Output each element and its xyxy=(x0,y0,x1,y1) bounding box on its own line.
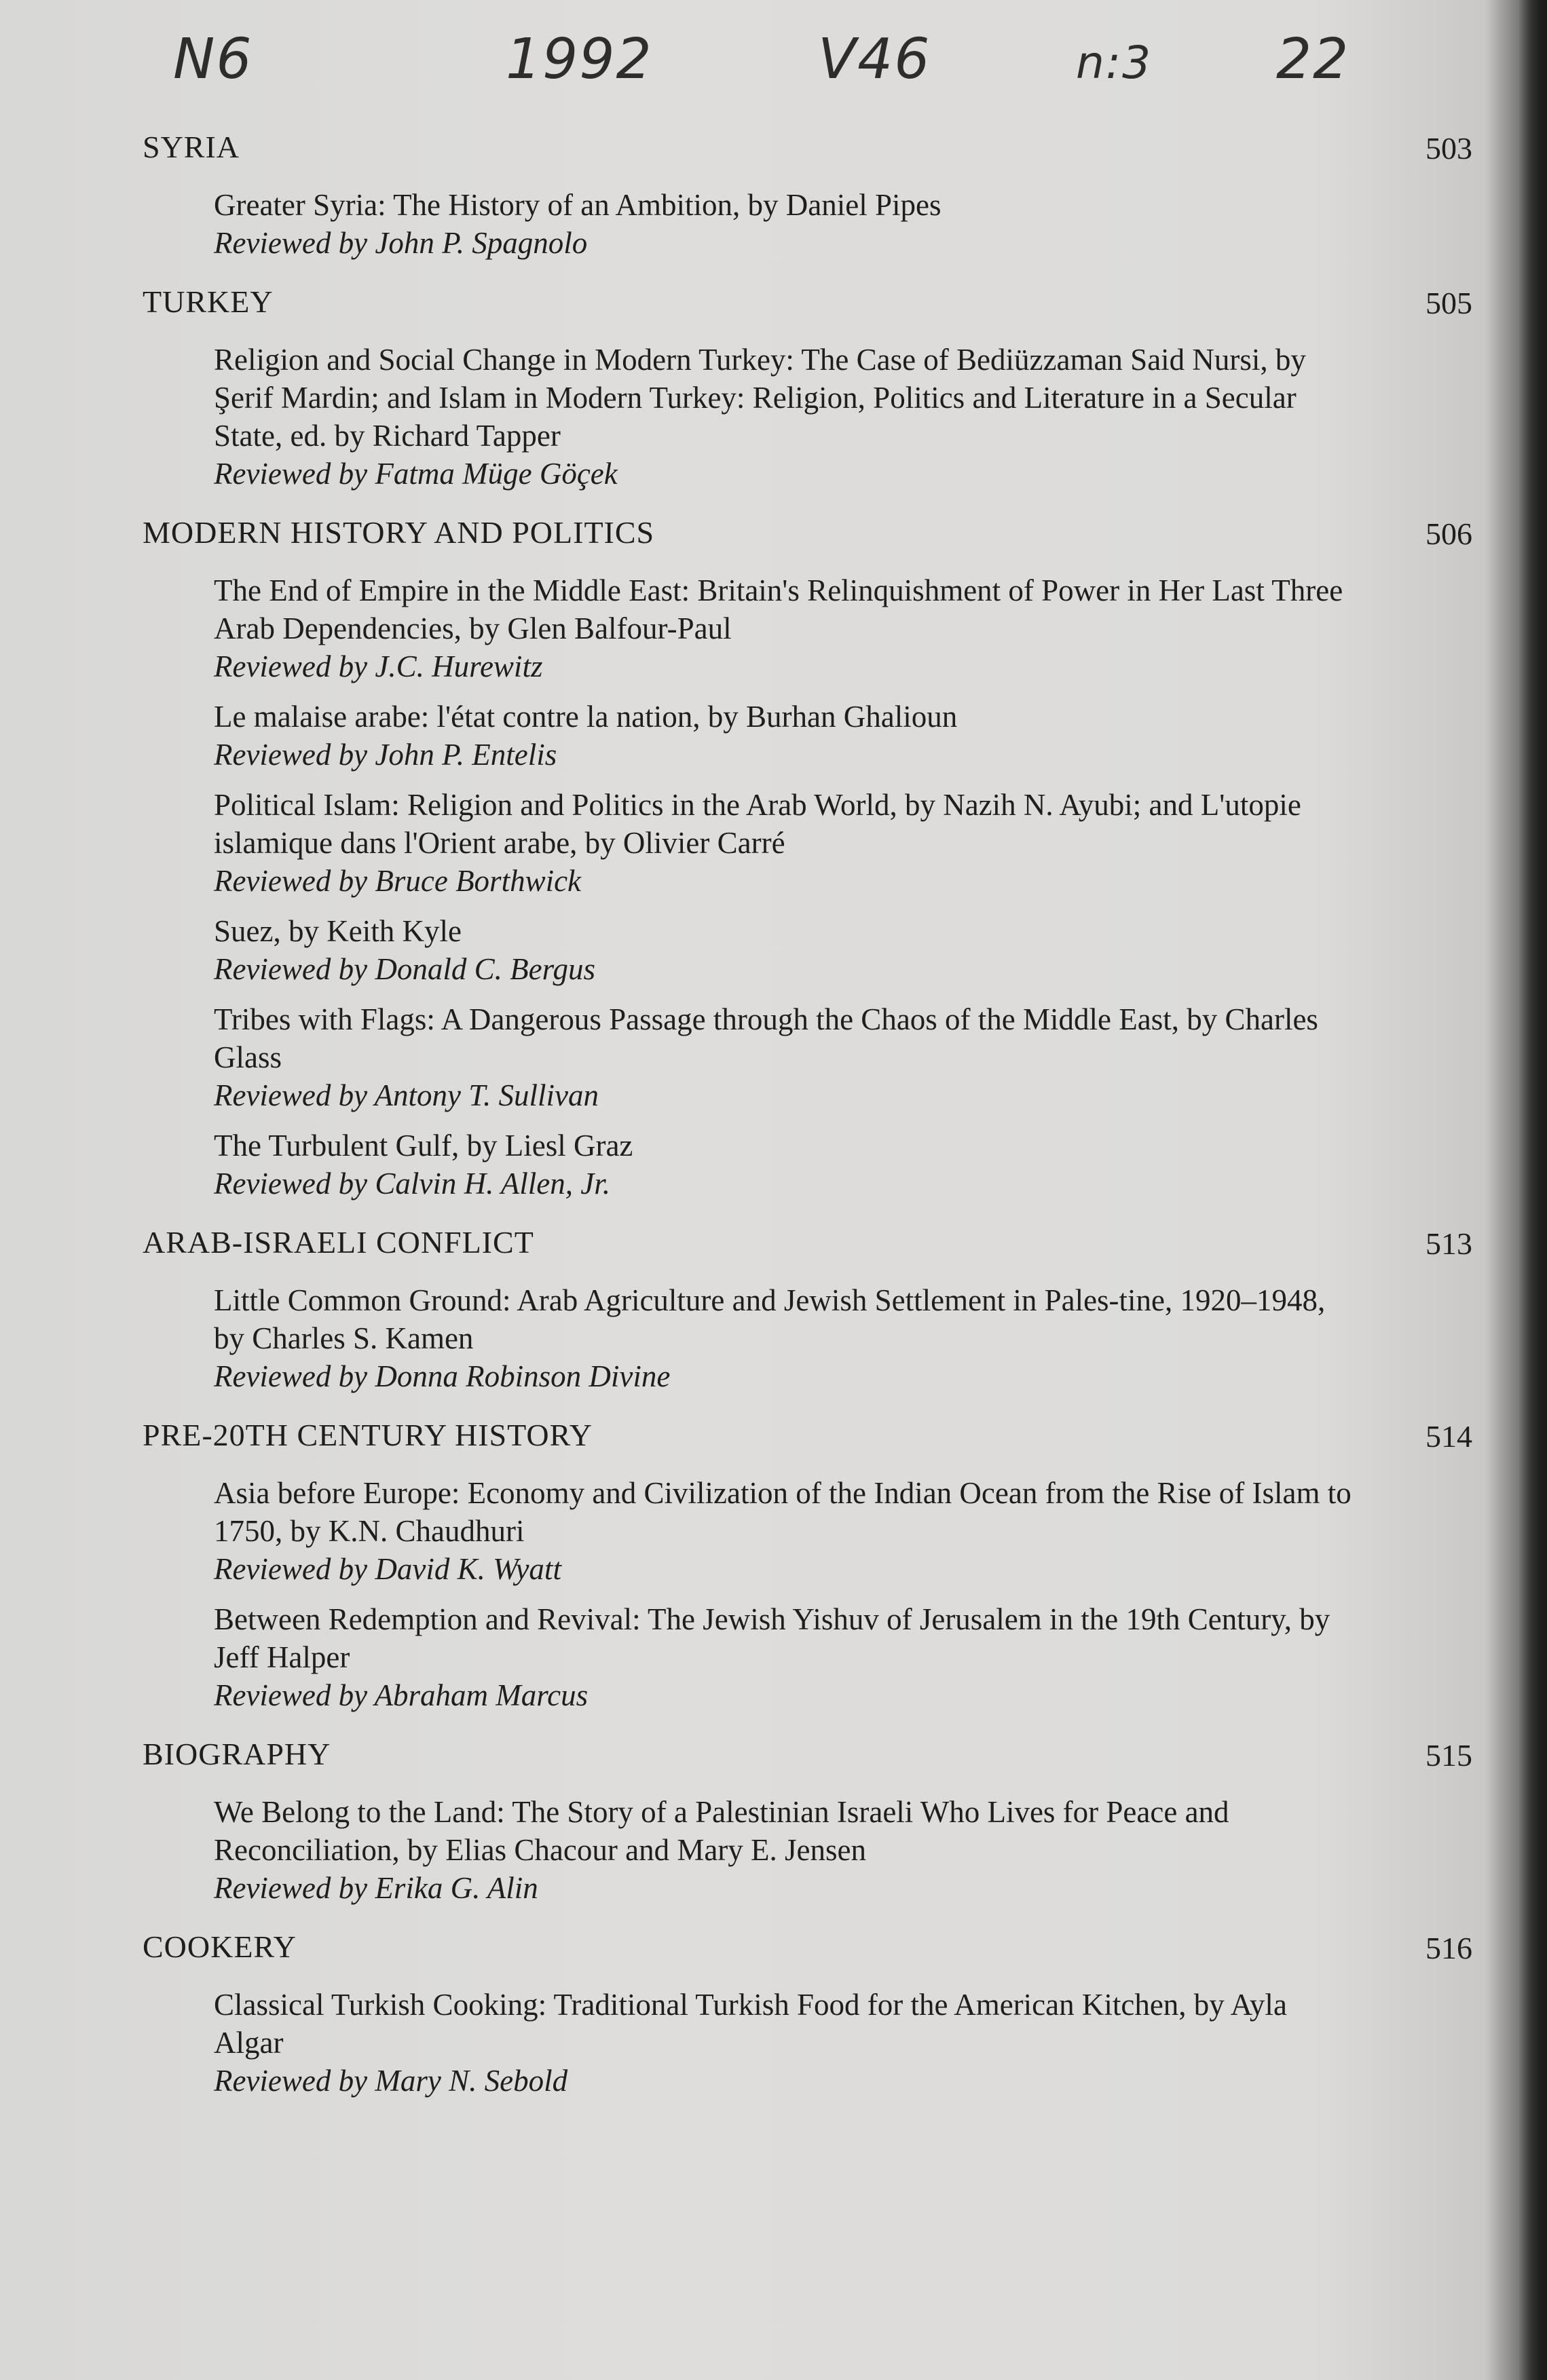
section-title: PRE-20TH CENTURY HISTORY xyxy=(143,1418,593,1452)
book-title: Classical Turkish Cooking: Traditional Turkish Food for the American Kitchen, by Ayla Algar xyxy=(214,1988,1287,2060)
section-heading-row xyxy=(0,508,1547,562)
handwritten-annotation xyxy=(0,27,1547,109)
book-title: Suez, by Keith Kyle xyxy=(214,914,462,948)
section-entries xyxy=(0,1976,1547,2115)
review-entry xyxy=(214,186,1354,262)
reviewer-credit: Reviewed by Fatma Müge Göçek xyxy=(214,457,618,491)
section-entries xyxy=(0,1272,1547,1410)
section-entries xyxy=(0,1465,1547,1729)
reviewer-credit: Reviewed by John P. Spagnolo xyxy=(214,226,588,260)
reviewer-credit: Reviewed by Calvin H. Allen, Jr. xyxy=(214,1167,611,1201)
toc-section xyxy=(0,1410,1547,1729)
review-entry xyxy=(214,912,1354,988)
section-page-number: 506 xyxy=(1425,516,1472,551)
section-page-number: 516 xyxy=(1425,1931,1472,1965)
toc-section xyxy=(0,1217,1547,1410)
handwritten-note: 22 xyxy=(1276,27,1350,92)
toc-section xyxy=(0,508,1547,1217)
section-entries xyxy=(0,1783,1547,1922)
book-title: Little Common Ground: Arab Agriculture and Jewish Settlement in Pales-tine, 1920–1948, by Charles S. Kamen xyxy=(214,1283,1326,1355)
section-heading-row xyxy=(0,1410,1547,1465)
review-entry xyxy=(214,1474,1354,1588)
review-entry xyxy=(214,786,1354,900)
handwritten-note: 1992 xyxy=(506,27,653,92)
review-entry xyxy=(214,1600,1354,1714)
section-title: TURKEY xyxy=(143,284,274,319)
review-entry xyxy=(214,341,1354,493)
reviewer-credit: Reviewed by J.C. Hurewitz xyxy=(214,649,543,683)
section-page-number: 514 xyxy=(1425,1419,1472,1454)
handwritten-note: n:3 xyxy=(1076,37,1153,89)
section-page-number: 513 xyxy=(1425,1226,1472,1261)
book-title: The End of Empire in the Middle East: Britain's Relinquishment of Power in Her Last Three Arab Dependencies, by Glen Balfour-Paul xyxy=(214,573,1343,645)
review-entry xyxy=(214,571,1354,685)
book-title: Between Redemption and Revival: The Jewish Yishuv of Jerusalem in the 19th Century, by Jeff Halper xyxy=(214,1602,1330,1674)
section-page-number: 515 xyxy=(1425,1738,1472,1773)
section-entries xyxy=(0,562,1547,1217)
book-title: The Turbulent Gulf, by Liesl Graz xyxy=(214,1129,633,1163)
book-title: Religion and Social Change in Modern Turkey: The Case of Bediüzzaman Said Nursi, by Şerif Mardin; and Islam in Modern Turkey: Religion, Politics and Literature in a Secular State, ed. by Richard Tapper xyxy=(214,343,1306,453)
section-heading-row xyxy=(0,277,1547,331)
handwritten-note: N6 xyxy=(173,27,253,92)
toc-section xyxy=(0,277,1547,508)
section-title: COOKERY xyxy=(143,1929,297,1964)
reviewer-credit: Reviewed by Antony T. Sullivan xyxy=(214,1078,599,1112)
book-title: Asia before Europe: Economy and Civilization of the Indian Ocean from the Rise of Islam to 1750, by K.N. Chaudhuri xyxy=(214,1476,1352,1548)
review-entry xyxy=(214,1986,1354,2100)
section-heading-row xyxy=(0,1217,1547,1272)
book-title: We Belong to the Land: The Story of a Palestinian Israeli Who Lives for Peace and Reconciliation, by Elias Chacour and Mary E. Jensen xyxy=(214,1795,1229,1867)
book-title: Tribes with Flags: A Dangerous Passage through the Chaos of the Middle East, by Charles Glass xyxy=(214,1002,1318,1074)
reviewer-credit: Reviewed by Bruce Borthwick xyxy=(214,864,582,898)
section-title: MODERN HISTORY AND POLITICS xyxy=(143,515,655,550)
book-title: Le malaise arabe: l'état contre la nation, by Burhan Ghalioun xyxy=(214,700,958,734)
reviewer-credit: Reviewed by John P. Entelis xyxy=(214,738,557,772)
toc-section xyxy=(0,122,1547,277)
section-title: ARAB-ISRAELI CONFLICT xyxy=(143,1225,534,1260)
section-entries xyxy=(0,176,1547,277)
reviewer-credit: Reviewed by Erika G. Alin xyxy=(214,1871,538,1905)
section-page-number: 505 xyxy=(1425,286,1472,320)
review-entry xyxy=(214,1000,1354,1114)
section-heading-row xyxy=(0,1922,1547,1976)
table-of-contents xyxy=(0,122,1547,2115)
section-entries xyxy=(0,331,1547,508)
review-entry xyxy=(214,1281,1354,1395)
section-page-number: 503 xyxy=(1425,131,1472,166)
reviewer-credit: Reviewed by Donald C. Bergus xyxy=(214,952,595,986)
reviewer-credit: Reviewed by Abraham Marcus xyxy=(214,1678,589,1712)
section-heading-row xyxy=(0,122,1547,176)
review-entry xyxy=(214,698,1354,774)
review-entry xyxy=(214,1127,1354,1203)
toc-section xyxy=(0,1922,1547,2115)
review-entry xyxy=(214,1793,1354,1907)
toc-section xyxy=(0,1729,1547,1922)
handwritten-note: V46 xyxy=(818,27,931,92)
section-heading-row xyxy=(0,1729,1547,1783)
book-title: Greater Syria: The History of an Ambition, by Daniel Pipes xyxy=(214,188,942,222)
book-title: Political Islam: Religion and Politics in the Arab World, by Nazih N. Ayubi; and L'utopie islamique dans l'Orient arabe, by Olivier Carré xyxy=(214,788,1301,860)
section-title: BIOGRAPHY xyxy=(143,1737,331,1771)
reviewer-credit: Reviewed by Donna Robinson Divine xyxy=(214,1359,671,1393)
section-title: SYRIA xyxy=(143,130,240,164)
reviewer-credit: Reviewed by David K. Wyatt xyxy=(214,1552,561,1586)
reviewer-credit: Reviewed by Mary N. Sebold xyxy=(214,2064,568,2098)
